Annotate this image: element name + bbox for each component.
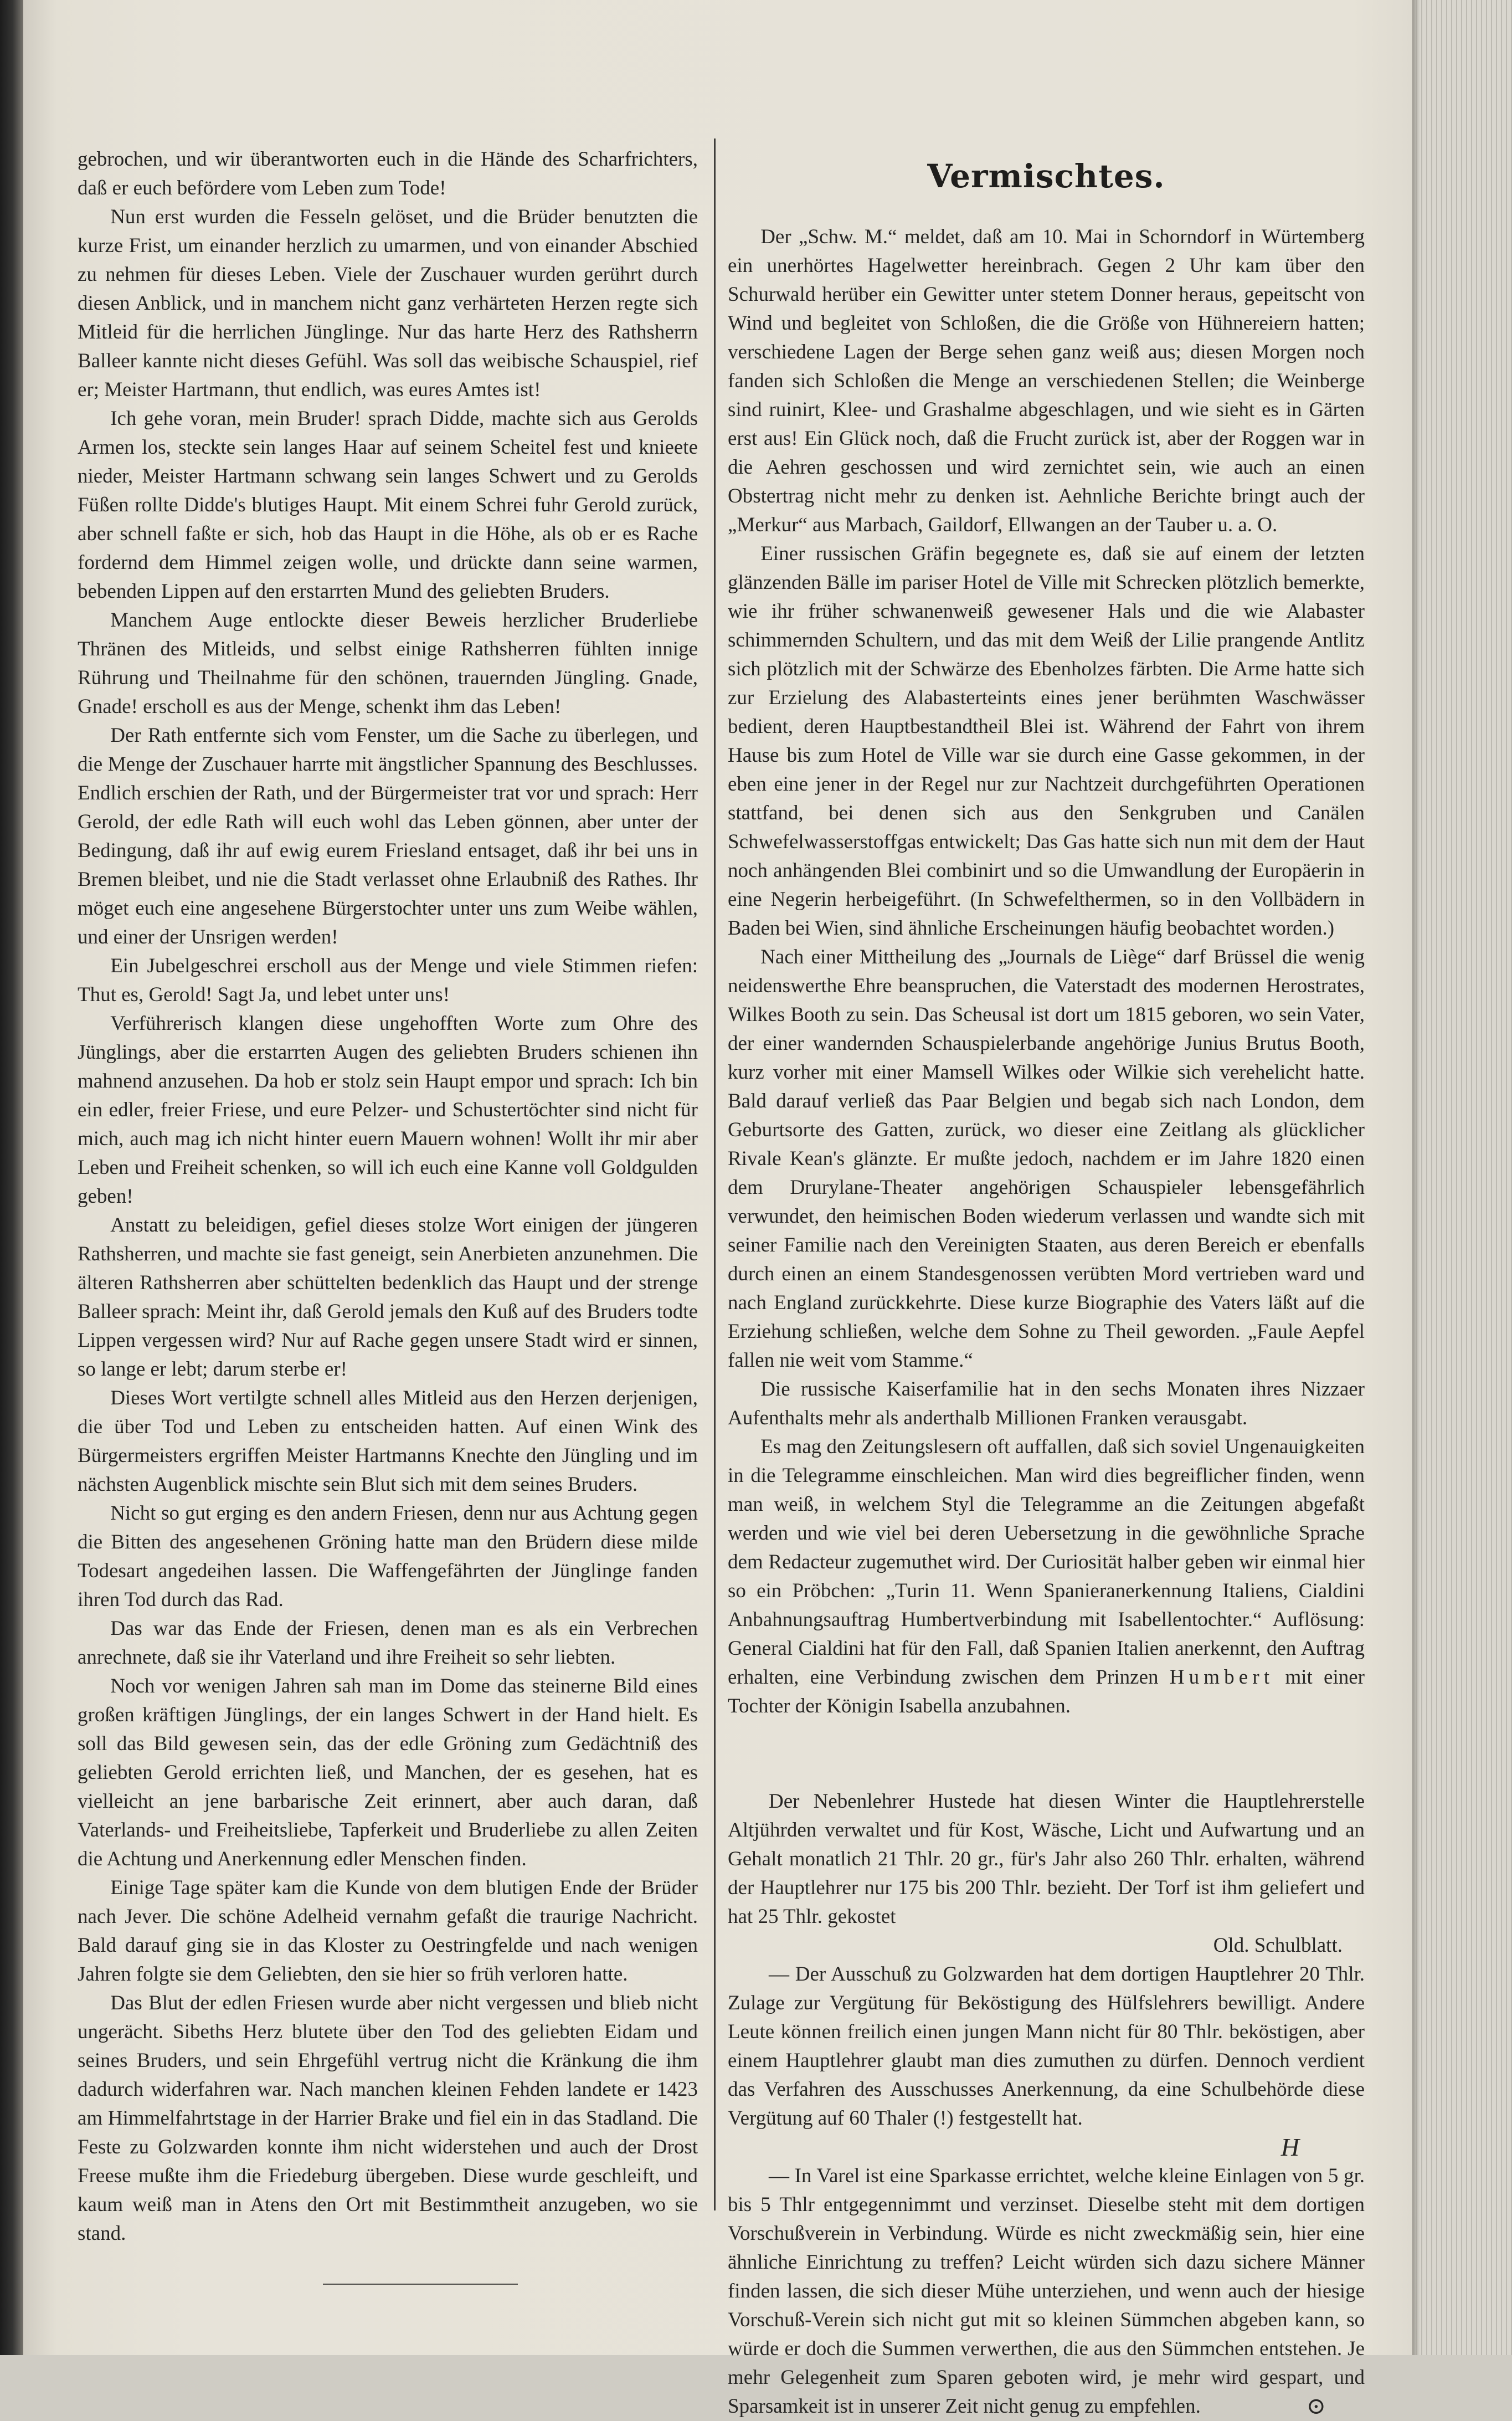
story-paragraph: Dieses Wort vertilgte schnell alles Mitleid aus den Herzen derjenigen, die über Tod und Leben zu entscheiden hatten. Auf einen Wink des Bürgermeisters ergriffen Meister Hartmanns Knechte den Jüngling und im nächsten Augenblick mischte sein Blut sich mit dem seines Bruders. [78, 1387, 698, 1496]
news-item: Die russische Kaiserfamilie hat in den sechs Monaten ihres Nizzaer Aufenthalts mehr als anderthalb Millionen Franken verausgabt. [728, 1378, 1365, 1429]
story-paragraph: Ein Jubelgeschrei erscholl aus der Menge und viele Stimmen riefen: Thut es, Gerold! Sagt Ja, und lebet unter uns! [78, 955, 698, 1006]
column-divider [714, 139, 716, 2210]
story-paragraph: Noch vor wenigen Jahren sah man im Dome das steinerne Bild eines großen kräftigen Jünglings, der ein langes Schwert in der Hand hielt. Es soll das Bild gewesen sein, das der edle Gröning zum Gedächtniß des geliebten Gerold errichten ließ, und Manchen, der es gesehen, hat es vielleicht an jene barbarische Zeit erinnert, aber auch daran, daß Vaterlands- und Freiheitsliebe, Tapferkeit und Bruderliebe zu allen Zeiten die Achtung und Anerkennung edler Menschen finden. [78, 1675, 698, 1870]
story-paragraph: Einige Tage später kam die Kunde von dem blutigen Ende der Brüder nach Jever. Die schöne Adelheid vernahm gefaßt die traurige Nachricht. Bald darauf ging sie in das Kloster zu Oestringfelde und nach wenigen Jahren folgte sie dem Geliebten, den sie hier so früh verloren hatte. [78, 1876, 698, 1986]
local-news-item [728, 2162, 1365, 2421]
right-column [728, 145, 1365, 2421]
news-item: Der „Schw. M.“ meldet, daß am 10. Mai in Schorndorf in Würtemberg ein unerhörtes Hagelwetter hereinbrach. Gegen 2 Uhr kam über den Schurwald herüber ein Gewitter unter stetem Donner heraus, gepeitscht von Wind und begleitet von Schloßen, die die Größe von Hühnereiern hatten; verschiedene Lagen der Berge sehen ganz weiß aus; diesen Morgen noch fanden sich Schloßen die Menge an verschiedenen Stellen; die Weinberge sind ruinirt, Klee- und Grashalme abgeschlagen, und wie sieht es in Gärten erst aus! Ein Glück noch, daß die Frucht zurück ist, aber der Roggen war in die Aehren geschossen und wird zernichtet sein, wie auch an einen Obstertrag nicht mehr zu denken ist. Aehnliche Berichte bringt auch der „Merkur“ aus Marbach, Gaildorf, Ellwangen an der Tauber u. a. O. [728, 225, 1365, 536]
source-attribution: Old. Schulblatt. [1213, 1934, 1343, 1957]
story-paragraph: Manchem Auge entlockte dieser Beweis herzlicher Bruderliebe Thränen des Mitleids, und selbst einige Rathsherren fühlten innige Rührung und Theilnahme für den schönen, trauernden Jüngling. Gnade, Gnade! erscholl es aus der Menge, schenkt ihm das Leben! [78, 609, 698, 718]
page-edge-shadow [1412, 0, 1420, 2355]
local-news-section [728, 1787, 1365, 2421]
end-mark-icon: ⊙ [1306, 2394, 1326, 2419]
story-paragraph: Nun erst wurden die Fesseln gelöset, und die Brüder benutzten die kurze Frist, um einander herzlich zu umarmen, und von einander Abschied zu nehmen für dieses Leben. Viele der Zuschauer wurden gerührt durch diesen Anblick, und in manchem nicht ganz verhärteten Herzen regte sich Mitleid für die herrlichen Jünglinge. Nur das harte Herz des Rathsherrn Balleer kannte nicht dieses Gefühl. Was soll das weibische Schauspiel, rief er; Meister Hartmann, thut endlich, was eures Amtes ist! [78, 206, 698, 401]
news-item-telegram [728, 1433, 1365, 1721]
author-signature: H [1280, 2133, 1299, 2161]
story-paragraph: Verführerisch klangen diese ungehofften Worte zum Ohre des Jünglings, aber die erstarrten Augen des geliebten Bruders schienen ihn mahnend anzusehen. Da hob er stolz sein Haupt empor und sprach: Ich bin ein edler, freier Friese, und eure Pelzer- und Schustertöchter sind nicht für mich, auch mag ich nicht hinter euern Mauern wohnen! Wollt ihr mir aber Leben und Freiheit schenken, so will ich euch eine Kanne voll Goldgulden geben! [78, 1012, 698, 1208]
left-column [78, 145, 698, 2285]
story-end-rule [323, 2284, 518, 2285]
story-paragraph: Ich gehe voran, mein Bruder! sprach Didde, machte sich aus Gerolds Armen los, steckte sein langes Haar auf seinem Scheitel fest und knieete nieder, Meister Hartmann schwang sein langes Schwert und zu Gerolds Füßen rollte Didde's blutiges Haupt. Mit einem Schrei fuhr Gerold zurück, aber schnell faßte er sich, hob das Haupt in die Höhe, als ob er es Rache fordernd dem Himmel zeigen wolle, und drückte dann seine warmen, bebenden Lippen auf den erstarrten Mund des geliebten Bruders. [78, 407, 698, 603]
story-paragraph: Das war das Ende der Friesen, denen man es als ein Verbrechen anrechnete, daß sie ihr Vaterland und ihre Freiheit so sehr liebten. [78, 1617, 698, 1669]
story-paragraph: gebrochen, und wir überantworten euch in die Hände des Scharfrichters, daß er euch befördere vom Leben zum Tode! [78, 148, 698, 199]
story-paragraph: Das Blut der edlen Friesen wurde aber nicht vergessen und blieb nicht ungerächt. Sibeths Herz blutete über den Tod des geliebten Eidam und seines Bruders, und sein Ehrgefühl vertrug nicht die Kränkung die ihm dadurch widerfahren war. Nach manchen kleinen Fehden landete er 1423 am Himmelfahrtstage in der Harrier Brake und fiel ein in das Stadland. Die Feste zu Golzwarden konnte ihm nicht widerstehen und auch der Drost Freese mußte ihm die Friedeburg übergeben. Diese wurde geschleift, und kaum weiß man in Atens den Ort mit Bestimmtheit anzugeben, wo sie stand. [78, 1992, 698, 2245]
story-paragraph: Nicht so gut erging es den andern Friesen, denn nur aus Achtung gegen die Bitten des angesehenen Gröning hatte man den Brüdern diese milde Todesart angedeihen lassen. Die Waffengefährten der Jünglinge fanden ihren Tod durch das Rad. [78, 1502, 698, 1611]
local-news-item: Der Nebenlehrer Hustede hat diesen Winter die Hauptlehrerstelle Altjührden verwaltet und für Kost, Wäsche, Licht und Aufwartung und an Gehalt monatlich 21 Thlr. 20 gr., für's Jahr also 260 Thlr. erhalten, während der Hauptlehrer nur 175 bis 200 Thlr. bezieht. Der Torf ist ihm geliefert und hat 25 Thlr. gekostet [728, 1790, 1365, 1928]
spaced-name-emphasis: Humbert [1169, 1666, 1274, 1689]
local-news-text: — In Varel ist eine Sparkasse errichtet, welche kleine Einlagen von 5 gr. bis 5 Thlr entgegennimmt und verzinset. Dieselbe steht mit dem dortigen Vorschußverein in Verbindung. Würde es nicht zweckmäßig sein, hier eine ähnliche Einrichtung zu treffen? Leicht würden sich dazu sichere Männer finden lassen, die sich dieser Mühe unterziehen, und wenn auch der hiesige Vorschuß-Verein sich nicht gut mit so kleinen Sümmchen abgeben kann, so würde er doch die Summen verwerthen, die aus den Sümmchen entstehen. Je mehr Gelegenheit zum Sparen geboten wird, je mehr wird gespart, und Sparsamkeit ist in unserer Zeit nicht genug zu empfehlen. [728, 2164, 1365, 2418]
section-title: Vermischtes. [927, 157, 1165, 195]
telegram-text-before: Es mag den Zeitungslesern oft auffallen, daß sich soviel Ungenauigkeiten in die Telegramme einschleichen. Man wird dies begreiflicher finden, wenn man weiß, in welchem Styl die Telegramme an die Zeitungen abgefaßt werden und wie viel bei deren Uebersetzung in die gewöhnliche Sprache dem Redacteur zugemuthet wird. Der Curiosität halber geben wir einmal hier so ein Pröbchen: „Turin 11. Wenn Spanieranerkennung Italiens, Cialdini Anbahnungsauftrag Humbertverbindung mit Isabellentochter.“ Auflösung: General Cialdini hat für den Fall, daß Spanien Italien anerkennt, den Auftrag erhalten, eine Verbindung zwischen dem Prinzen [728, 1435, 1365, 1689]
news-item: Einer russischen Gräfin begegnete es, daß sie auf einem der letzten glänzenden Bälle im pariser Hotel de Ville mit Schrecken plötzlich bemerkte, wie ihr früher schwanenweiß gewesener Hals und die wie Alabaster schimmernden Schultern, und das mit dem Weiß der Lilie prangende Antlitz sich plötzlich mit der Schwärze des Ebenholzes färbten. Die Arme hatte sich zur Erzielung des Alabasterteints eines jener berühmten Waschwässer bedient, deren Hauptbestandtheil Blei ist. Während der Fahrt von ihrem Hause bis zum Hotel de Ville war sie durch eine Gasse gekommen, in der eben eine jener in der Regel nur zur Nachtzeit durchgeführten Operationen stattfand, bei denen sich aus den Senkgruben und Canälen Schwefelwasserstoffgas entwickelt; Das Gas hatte sich nun mit dem der Haut noch anhängenden Blei combinirt und so die Umwandlung der Europäerin in eine Negerin herbeigeführt. (In Schwefelthermen, so in den Vollbädern in Baden bei Wien, sind ähnliche Erscheinungen häufig beobachtet worden.) [728, 542, 1365, 940]
news-item: Nach einer Mittheilung des „Journals de Liège“ darf Brüssel die wenig neidenswerthe Ehre beanspruchen, die Vaterstadt des modernen Herostrates, Wilkes Booth zu sein. Das Scheusal ist dort um 1815 geboren, wo sein Vater, der einer wandernden Schauspielerbande angehörige Junius Brutus Booth, kurz vorher mit einer Mamsell Wilkes oder Wilkie sich verehelicht hatte. Bald darauf verließ das Paar Belgien und begab sich nach London, dem Geburtsorte des Gatten, zurück, wo dieser eine Zeitlang als glücklicher Rivale Kean's glänzte. Er mußte jedoch, nachdem er im Jahre 1820 einen dem Drurylane-Theater angehörigen Schauspieler lebensgefährlich verwundet, den heimischen Boden wiederum verlassen und wandte sich mit seiner Familie nach den Vereinigten Staaten, aus deren Bereich er ebenfalls durch einen an einem Standesgenossen verübten Mord vertrieben ward und nach England zurückkehrte. Diese kurze Biographie des Vaters läßt auf die Erziehung schließen, welche dem Sohne zu Theil geworden. „Faule Aepfel fallen nie weit vom Stamme.“ [728, 946, 1365, 1372]
binding-gutter [0, 0, 23, 2355]
story-paragraph: Anstatt zu beleidigen, gefiel dieses stolze Wort einigen der jüngeren Rathsherren, und machte sie fast geneigt, sein Anerbieten anzunehmen. Die älteren Rathsherren aber schüttelten bedenklich das Haupt und der strenge Balleer sprach: Meint ihr, daß Gerold jemals den Kuß auf des Bruders todte Lippen vergessen wird? Nur auf Rache gegen unsere Stadt wird er sinnen, so lange er lebt; darum sterbe er! [78, 1214, 698, 1381]
local-news-item: — Der Ausschuß zu Golzwarden hat dem dortigen Hauptlehrer 20 Thlr. Zulage zur Vergütung für Beköstigung des Hülfslehrers bewilligt. Andere Leute können freilich einen jungen Mann nicht für 80 Thlr. beköstigen, aber einem Hauptlehrer glaubt man dies zumuthen zu dürfen. Dennoch verdient das Verfahren des Ausschusses Anerkennung, da eine Schulbehörde diese Vergütung auf 60 Thaler (!) festgestellt hat. [728, 1963, 1365, 2130]
telegram-text-after: mit einer Tochter der Königin Isabella anzubahnen. [728, 1666, 1365, 1717]
story-paragraph: Der Rath entfernte sich vom Fenster, um die Sache zu überlegen, und die Menge der Zuschauer harrte mit ängstlicher Spannung des Beschlusses. Endlich erschien der Rath, und der Bürgermeister trat vor und sprach: Herr Gerold, der edle Rath will euch wohl das Leben gönnen, aber unter der Bedingung, daß ihr auf ewig eurem Friesland entsaget, daß ihr bei uns in Bremen bleibet, und nie die Stadt verlasset ohne Erlaubniß des Rathes. Ihr möget euch eine angesehene Bürgerstochter unter uns zum Weibe wählen, und einer der Unsrigen werden! [78, 724, 698, 948]
page-stack-edges [1412, 0, 1512, 2355]
